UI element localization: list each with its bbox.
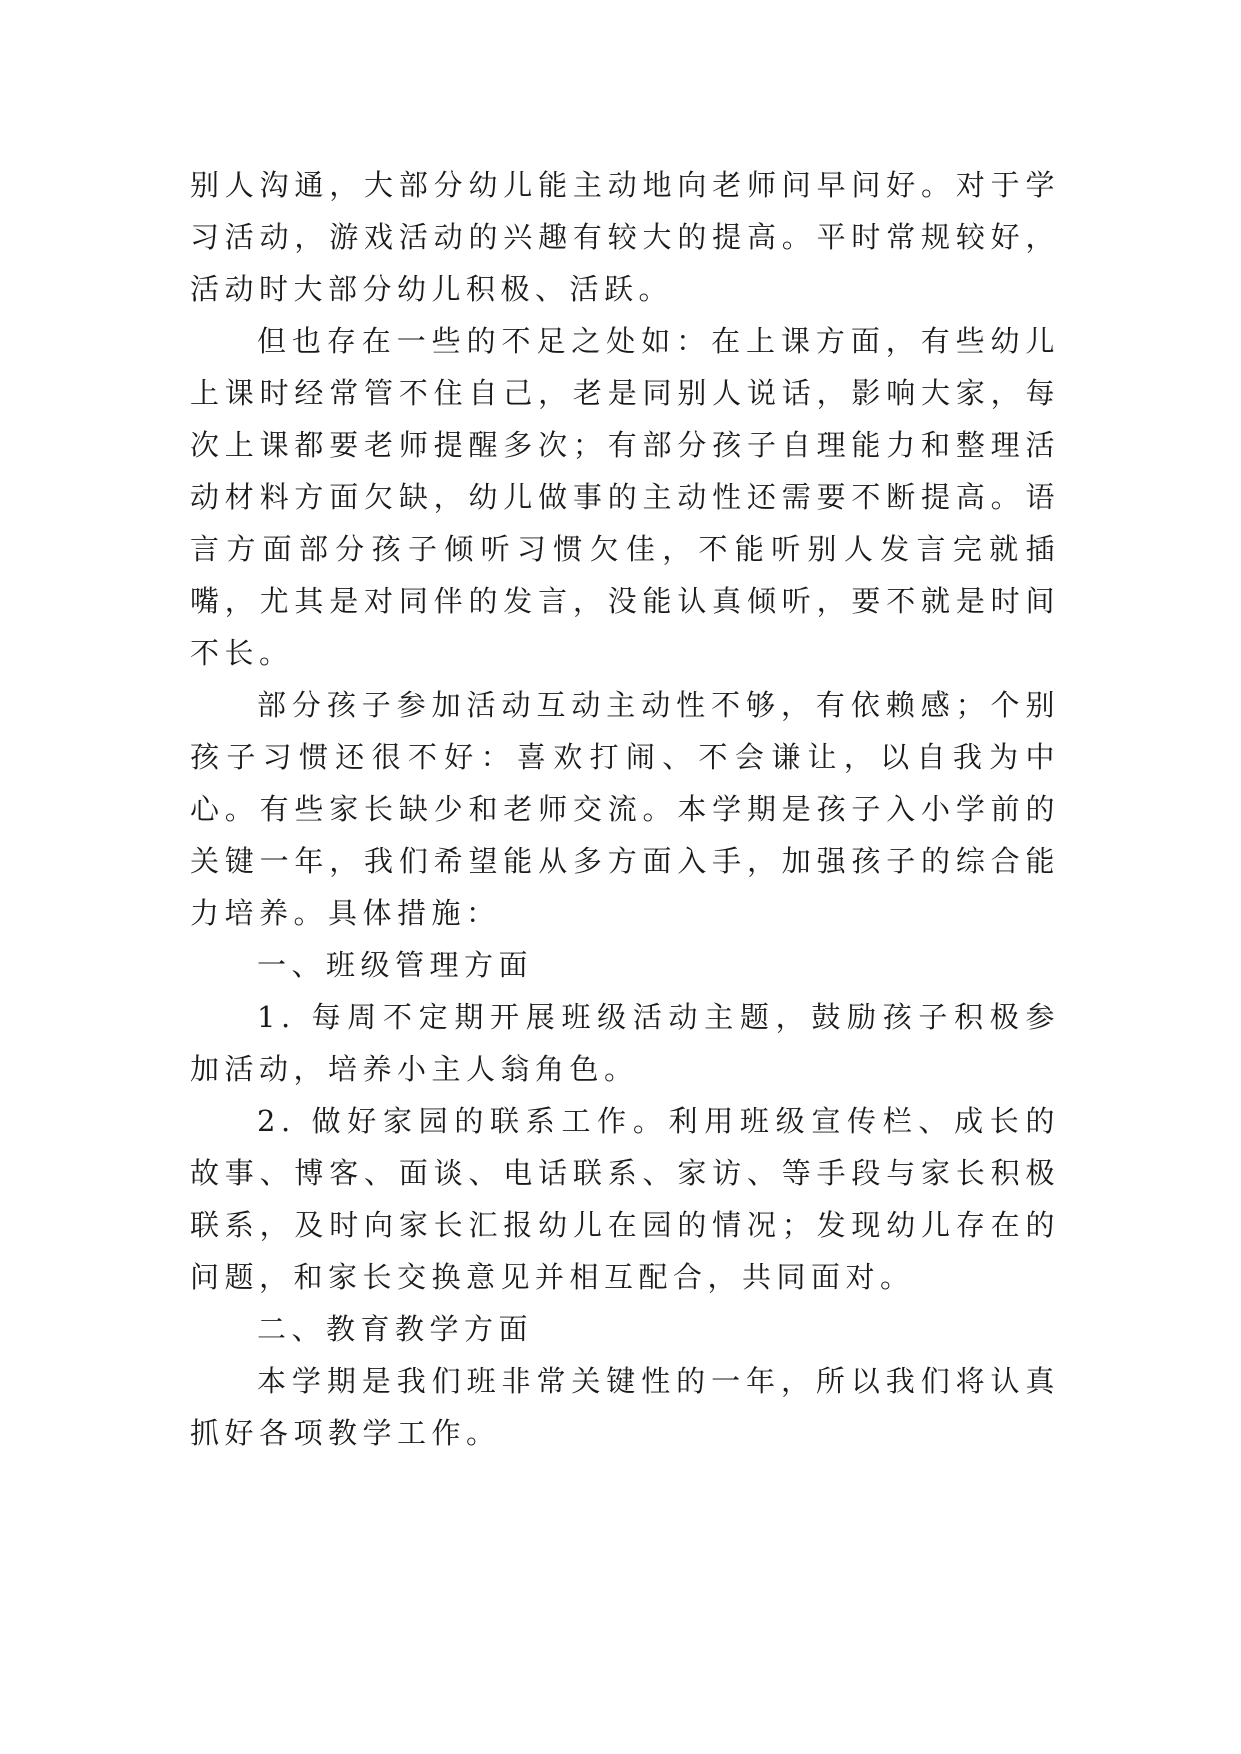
document-body xyxy=(190,159,1060,1459)
section-heading-class-management: 一、班级管理方面 xyxy=(257,948,534,982)
paragraph-3: 部分孩子参加活动互动主动性不够，有依赖感；个别孩子习惯还很不好：喜欢打闹、不会谦让，以自我为中心。有些家长缺少和老师交流。本学期是孩子入小学前的关键一年，我们希望能从多方面入手，加强孩子的综合能力培养。具体措施： xyxy=(190,688,1060,930)
section-heading-teaching: 二、教育教学方面 xyxy=(257,1312,534,1346)
list-item-1: 1. 每周不定期开展班级活动主题，鼓励孩子积极参加活动，培养小主人翁角色。 xyxy=(190,1000,1060,1086)
paragraph-final: 本学期是我们班非常关键性的一年，所以我们将认真抓好各项教学工作。 xyxy=(190,1364,1060,1450)
paragraph-2: 但也存在一些的不足之处如：在上课方面，有些幼儿上课时经常管不住自己，老是同别人说话，影响大家，每次上课都要老师提醒多次；有部分孩子自理能力和整理活动材料方面欠缺，幼儿做事的主动性还需要不断提高。语言方面部分孩子倾听习惯欠佳，不能听别人发言完就插嘴，尤其是对同伴的发言，没能认真倾听，要不就是时间不长。 xyxy=(190,324,1060,670)
paragraph-1: 别人沟通，大部分幼儿能主动地向老师问早问好。对于学习活动，游戏活动的兴趣有较大的提高。平时常规较好，活动时大部分幼儿积极、活跃。 xyxy=(190,168,1060,306)
list-item-2: 2. 做好家园的联系工作。利用班级宣传栏、成长的故事、博客、面谈、电话联系、家访、等手段与家长积极联系，及时向家长汇报幼儿在园的情况；发现幼儿存在的问题，和家长交换意见并相互配合，共同面对。 xyxy=(190,1104,1060,1294)
